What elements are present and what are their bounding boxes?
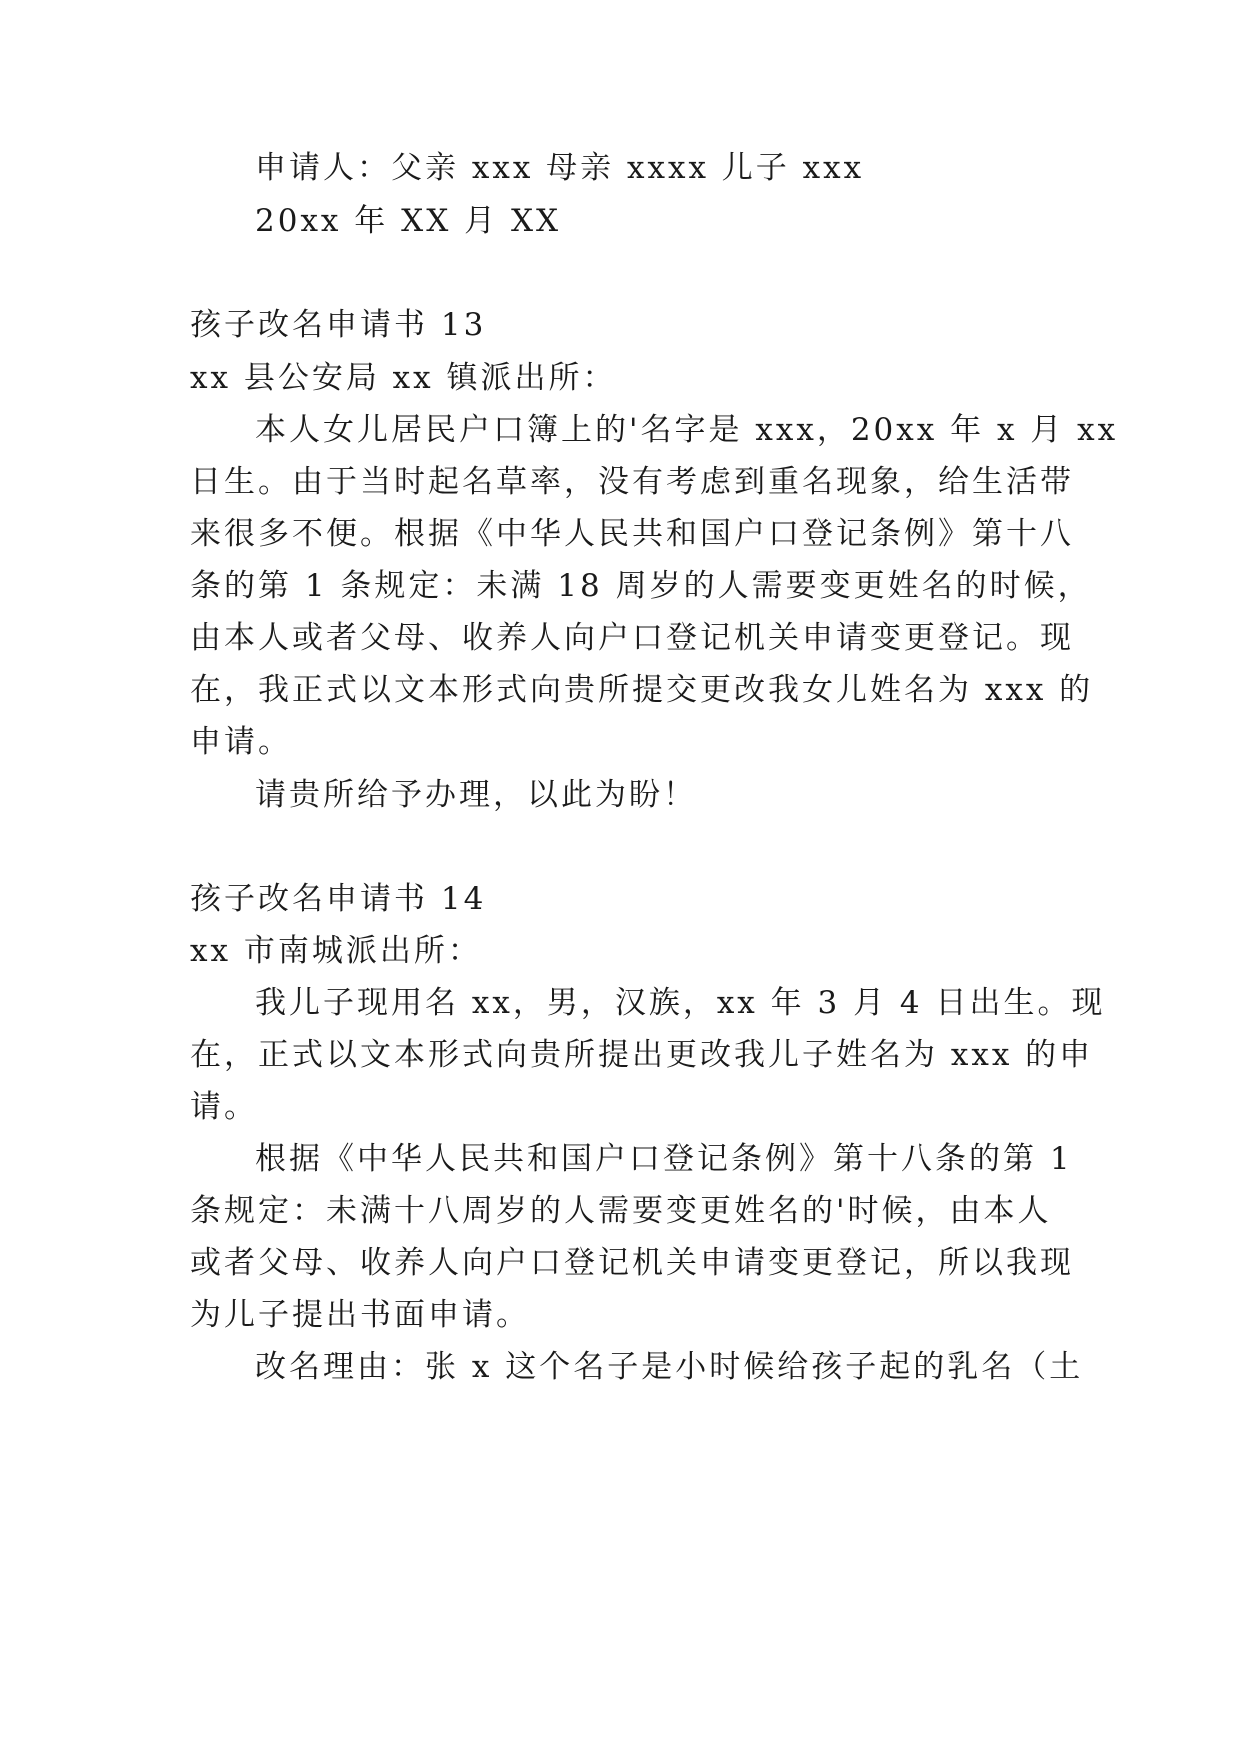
paragraph-line: 改名理由：张 x 这个名子是小时候给孩子起的乳名（土 — [255, 1349, 1084, 1385]
paragraph-line: 条的第 1 条规定：未满 18 周岁的人需要变更姓名的时候， — [190, 568, 1092, 604]
paragraph-line: 在，我正式以文本形式向贵所提交更改我女儿姓名为 xxx 的 — [190, 672, 1094, 708]
paragraph-line: 请贵所给予办理，以此为盼！ — [255, 777, 697, 813]
section-title-13: 孩子改名申请书 13 — [190, 307, 487, 343]
paragraph-line: 由本人或者父母、收养人向户口登记机关申请变更登记。现 — [190, 620, 1074, 656]
paragraph-line: 根据《中华人民共和国户口登记条例》第十八条的第 1 — [255, 1141, 1073, 1177]
section-title-14: 孩子改名申请书 14 — [190, 881, 487, 917]
paragraph-line: 申请。 — [190, 724, 292, 760]
paragraph-line: 条规定：未满十八周岁的人需要变更姓名的'时候，由本人 — [190, 1193, 1052, 1229]
paragraph-line: 为儿子提出书面申请。 — [190, 1297, 530, 1333]
recipient-14: xx 市南城派出所： — [190, 933, 482, 969]
paragraph-line: 来很多不便。根据《中华人民共和国户口登记条例》第十八 — [190, 516, 1074, 552]
recipient-13: xx 县公安局 xx 镇派出所： — [190, 360, 617, 396]
date-line: 20xx 年 XX 月 XX — [255, 203, 562, 239]
paragraph-line: 本人女儿居民户口簿上的'名字是 xxx，20xx 年 x 月 xx — [255, 412, 1119, 448]
paragraph-line: 或者父母、收养人向户口登记机关申请变更登记，所以我现 — [190, 1245, 1074, 1281]
signature-line: 申请人：父亲 xxx 母亲 xxxx 儿子 xxx — [255, 150, 865, 186]
paragraph-line: 在，正式以文本形式向贵所提出更改我儿子姓名为 xxx 的申 — [190, 1037, 1094, 1073]
paragraph-line: 请。 — [190, 1089, 258, 1125]
paragraph-line: 我儿子现用名 xx，男，汉族，xx 年 3 月 4 日出生。现 — [255, 985, 1106, 1021]
paragraph-line: 日生。由于当时起名草率，没有考虑到重名现象，给生活带 — [190, 464, 1074, 500]
